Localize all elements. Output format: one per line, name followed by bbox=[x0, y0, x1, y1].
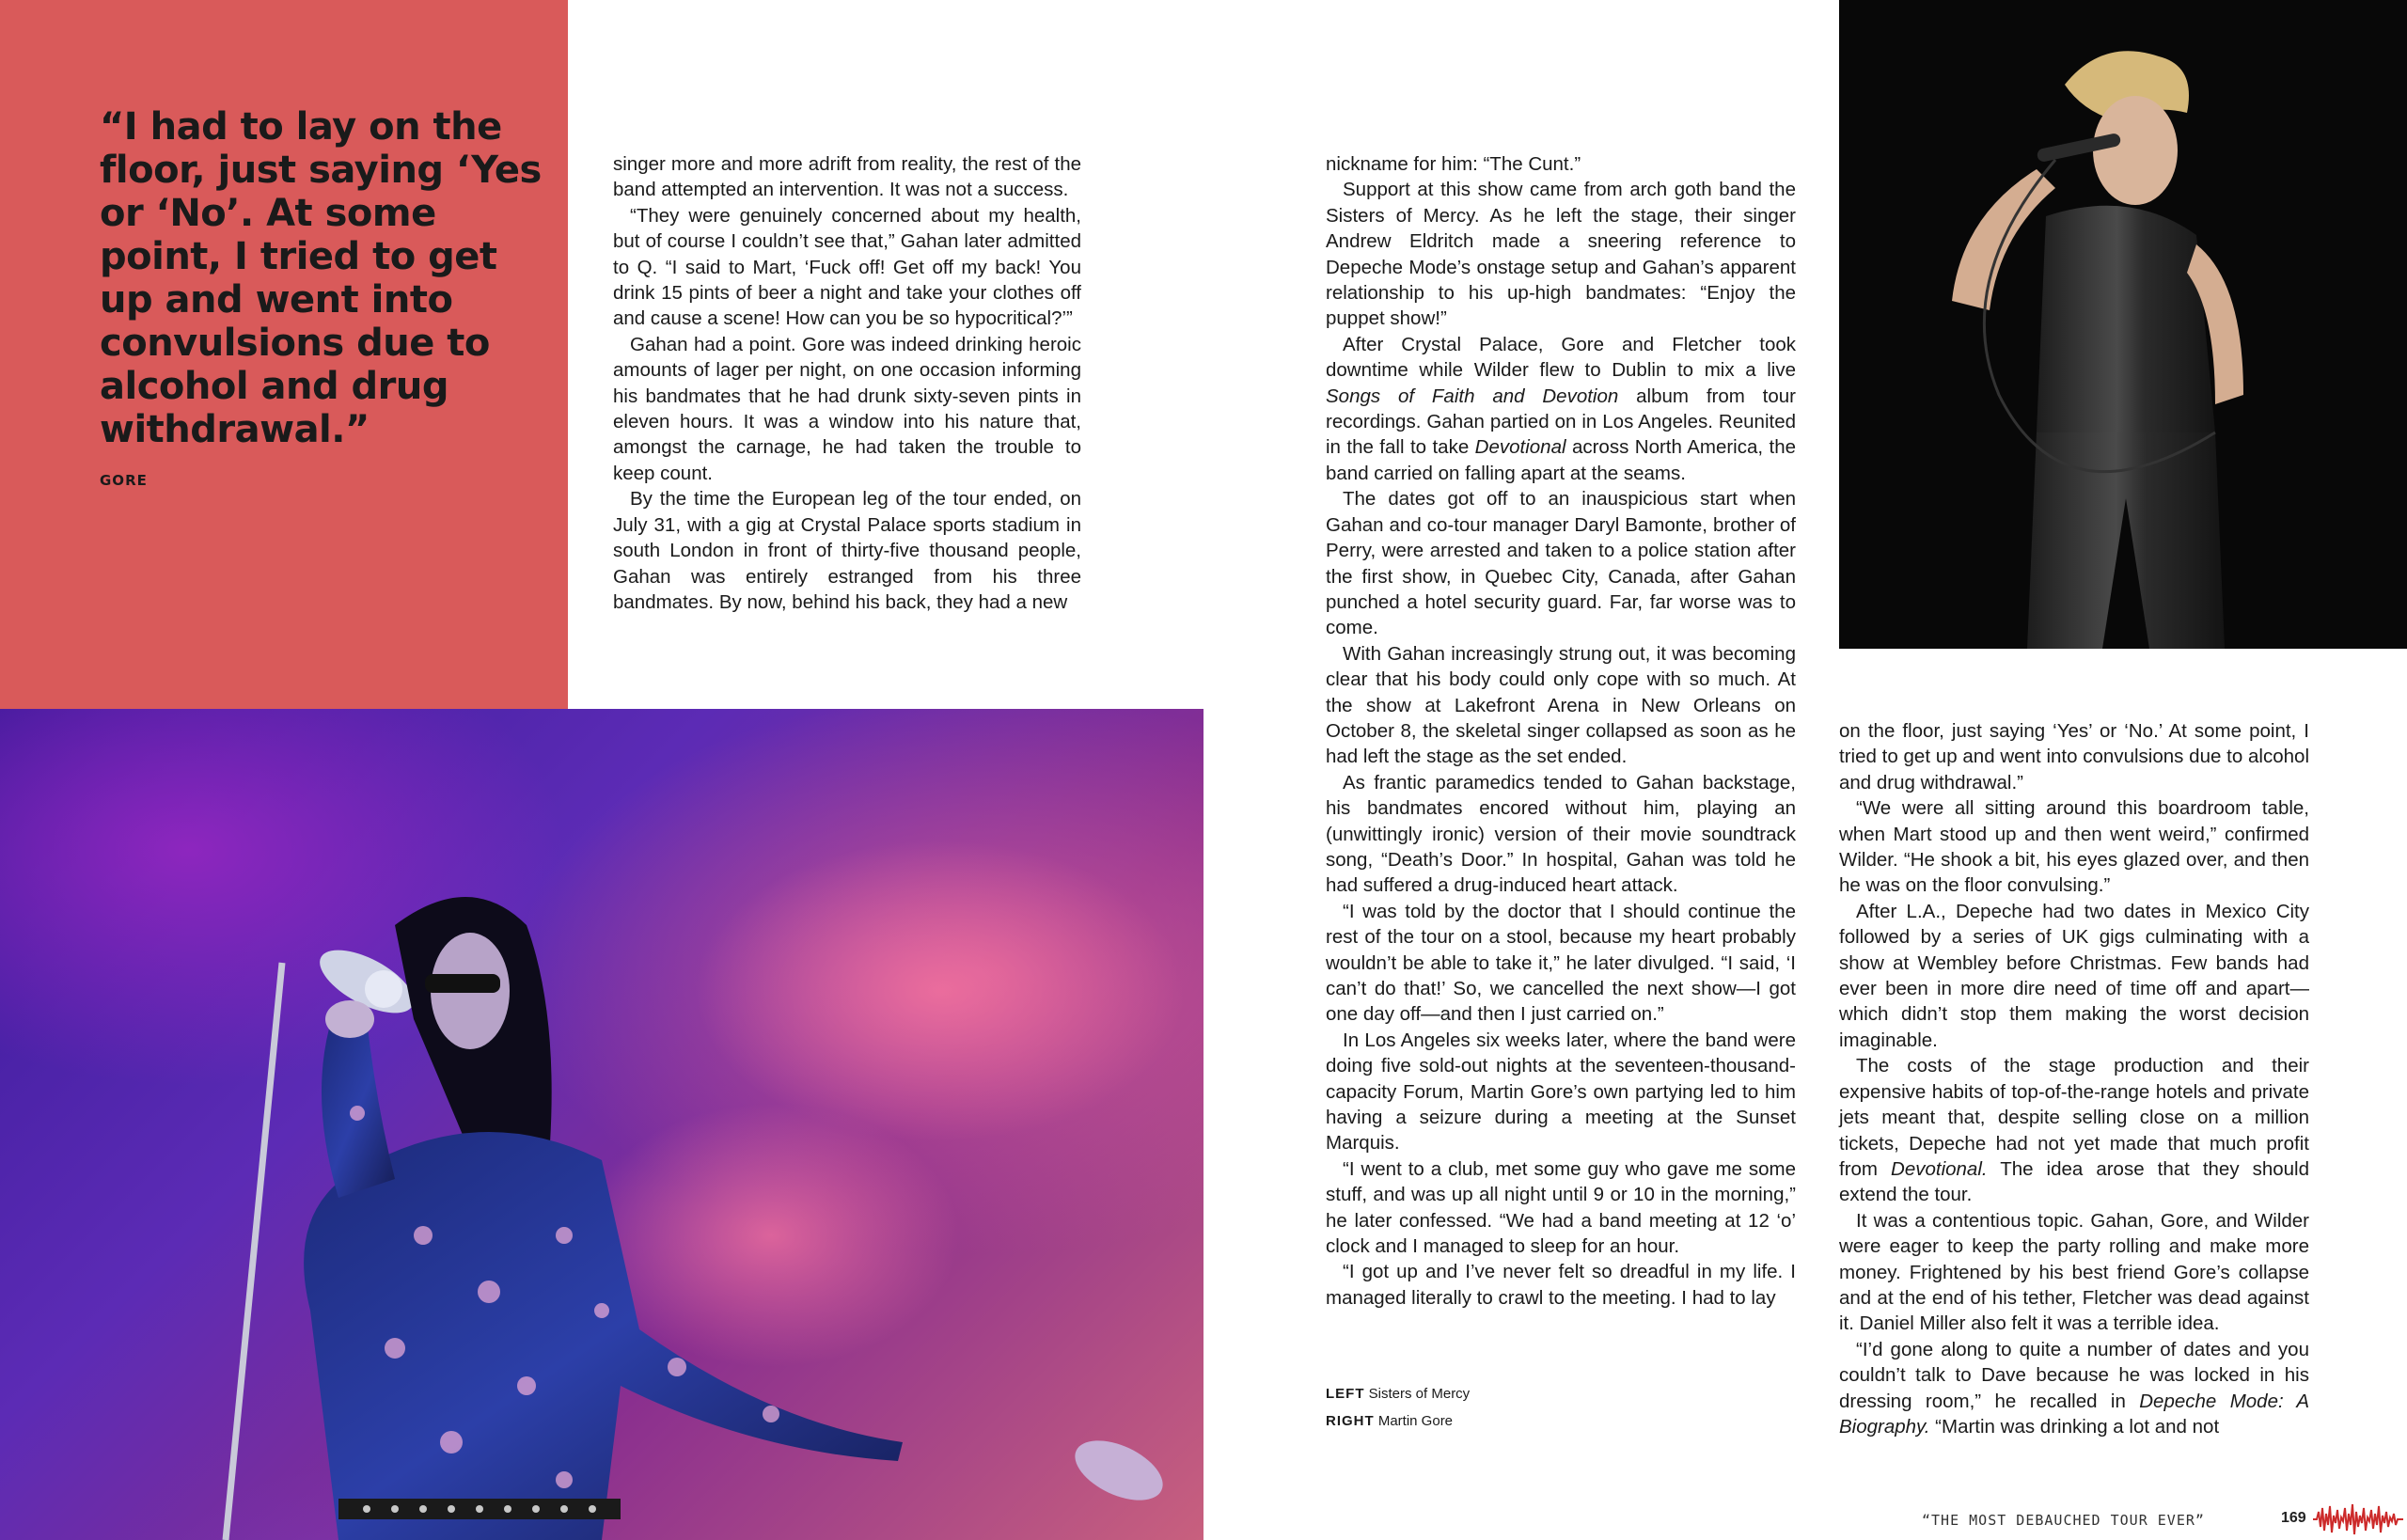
paragraph: After L.A., Depeche had two dates in Mexico City followed by a series of UK gigs culminating with a show at Wembley before Christmas. Few bands had ever been in more dire need of time off and apart—which didn’t stop them making the worst decision imaginable. bbox=[1839, 900, 2309, 1051]
paragraph: “I went to a club, met some guy who gave me some stuff, and was up all night until 9 or 10 in the morning,” he later confessed. “We had a band meeting at 12 ‘o’ clock and I managed to sleep for an hour. bbox=[1326, 1157, 1796, 1258]
paragraph: “They were genuinely concerned about my health, but of course I couldn’t see that,” Gahan later admitted to Q. “I said to Mart, ‘Fuck off! Get off my back! You drink 15 pints of beer a night and take your clothes off and cause a scene! How can you be so hypocritical?’” bbox=[613, 204, 1081, 330]
paragraph: The costs of the stage production and their expensive habits of top-of-the-range hotels and private jets meant that, despite selling close on a million tickets, Depeche had not yet made that much profit from Devotional. The idea arose that they should extend the tour. bbox=[1839, 1055, 2309, 1206]
body-column-1 bbox=[613, 151, 1081, 615]
paragraph: Gahan had a point. Gore was indeed drinking heroic amounts of lager per night, on one occasion informing his bandmates that he had drunk sixty-seven pints in eleven hours. It was a window into his nature that, amongst the carnage, he had taken the trouble to keep count. bbox=[613, 333, 1081, 484]
paragraph: By the time the European leg of the tour ended, on July 31, with a gig at Crystal Palace sports stadium in south London in front of thirty-five thousand people, Gahan was entirely estranged from his three bandmates. By now, behind his back, they had a new bbox=[613, 488, 1081, 613]
photo-martin-gore bbox=[1839, 0, 2407, 649]
soundwave-icon bbox=[2313, 1502, 2403, 1536]
martin-gore-illustration bbox=[1839, 0, 2407, 649]
paragraph: With Gahan increasingly strung out, it was becoming clear that his body could only cope with so much. At the show at Lakefront Arena in New Orleans on October 8, the skeletal singer collapsed as soon as he had left the stage as the set ended. bbox=[1326, 642, 1796, 768]
paragraph: As frantic paramedics tended to Gahan backstage, his bandmates encored without him, playing an (unwittingly ironic) version of their movie soundtrack song, “Death’s Door.” In hospital, Gahan was told he had suffered a drug-induced heart attack. bbox=[1326, 771, 1796, 897]
pullquote-text: “I had to lay on the floor, just saying ‘Yes or ‘No’. At some point, I tried to get up and went into convulsions due to alcohol and drug withdrawal.” bbox=[100, 105, 542, 451]
sisters-of-mercy-illustration bbox=[0, 709, 1204, 1540]
paragraph: “We were all sitting around this boardroom table, when Mart stood up and then went weird,” confirmed Wilder. “He shook a bit, his eyes glazed over, and then he was on the floor convulsing.” bbox=[1839, 797, 2309, 897]
caption-right: RIGHT Martin Gore bbox=[1326, 1413, 1454, 1429]
body-column-3 bbox=[1839, 718, 2309, 1439]
running-title: “THE MOST DEBAUCHED TOUR EVER” bbox=[1922, 1512, 2205, 1529]
caption-left: LEFT Sisters of Mercy bbox=[1326, 1386, 1471, 1402]
paragraph: nickname for him: “The Cunt.” bbox=[1326, 153, 1581, 175]
paragraph: singer more and more adrift from reality, the rest of the band attempted an intervention. It was not a success. bbox=[613, 153, 1081, 201]
paragraph: After Crystal Palace, Gore and Fletcher took downtime while Wilder flew to Dublin to mix a live Songs of Faith and Devotion album from tour recordings. Gahan partied on in Los Angeles. Reunited in the fall to take Devotional across North America, the band carried on falling apart at the seams. bbox=[1326, 333, 1796, 484]
photo-sisters-of-mercy bbox=[0, 709, 1204, 1540]
paragraph: In Los Angeles six weeks later, where the band were doing five sold-out nights at the seventeen-thousand-capacity Forum, Martin Gore’s own partying led to him having a seizure during a meeting at the Sunset Marquis. bbox=[1326, 1029, 1796, 1155]
paragraph: “I was told by the doctor that I should continue the rest of the tour on a stool, because my heart probably wouldn’t be able to take it,” he later divulged. “I said, ‘I can’t do that!’ So, we cancelled the next show—I got one day off—and then I just carried on.” bbox=[1326, 900, 1796, 1026]
page-number: 169 bbox=[2281, 1510, 2306, 1526]
paragraph: Support at this show came from arch goth band the Sisters of Mercy. As he left the stage, their singer Andrew Eldritch made a sneering reference to Depeche Mode’s onstage setup and Gahan’s apparent relationship to his up-high bandmates: “Enjoy the puppet show!” bbox=[1326, 179, 1796, 330]
pullquote-credit: GORE bbox=[100, 472, 148, 489]
paragraph: “I’d gone along to quite a number of dates and you couldn’t talk to Dave because he was locked in his dressing room,” he recalled in Depeche Mode: A Biography. “Martin was drinking a lot and not bbox=[1839, 1338, 2309, 1438]
paragraph: It was a contentious topic. Gahan, Gore, and Wilder were eager to keep the party rolling and make more money. Frightened by his best friend Gore’s collapse and at the end of his tether, Fletcher was dead against it. Daniel Miller also felt it was a terrible idea. bbox=[1839, 1209, 2309, 1335]
pullquote-panel bbox=[0, 0, 568, 709]
body-column-2 bbox=[1326, 151, 1796, 1311]
paragraph: The dates got off to an inauspicious start when Gahan and co-tour manager Daryl Bamonte, brother of Perry, were arrested and taken to a police station after the first show, in Quebec City, Canada, after Gahan punched a hotel security guard. Far, far worse was to come. bbox=[1326, 488, 1796, 639]
paragraph: on the floor, just saying ‘Yes’ or ‘No.’ At some point, I tried to get up and went into convulsions due to alcohol and drug withdrawal.” bbox=[1839, 720, 2309, 794]
paragraph: “I got up and I’ve never felt so dreadful in my life. I managed literally to crawl to the meeting. I had to lay bbox=[1326, 1261, 1796, 1309]
